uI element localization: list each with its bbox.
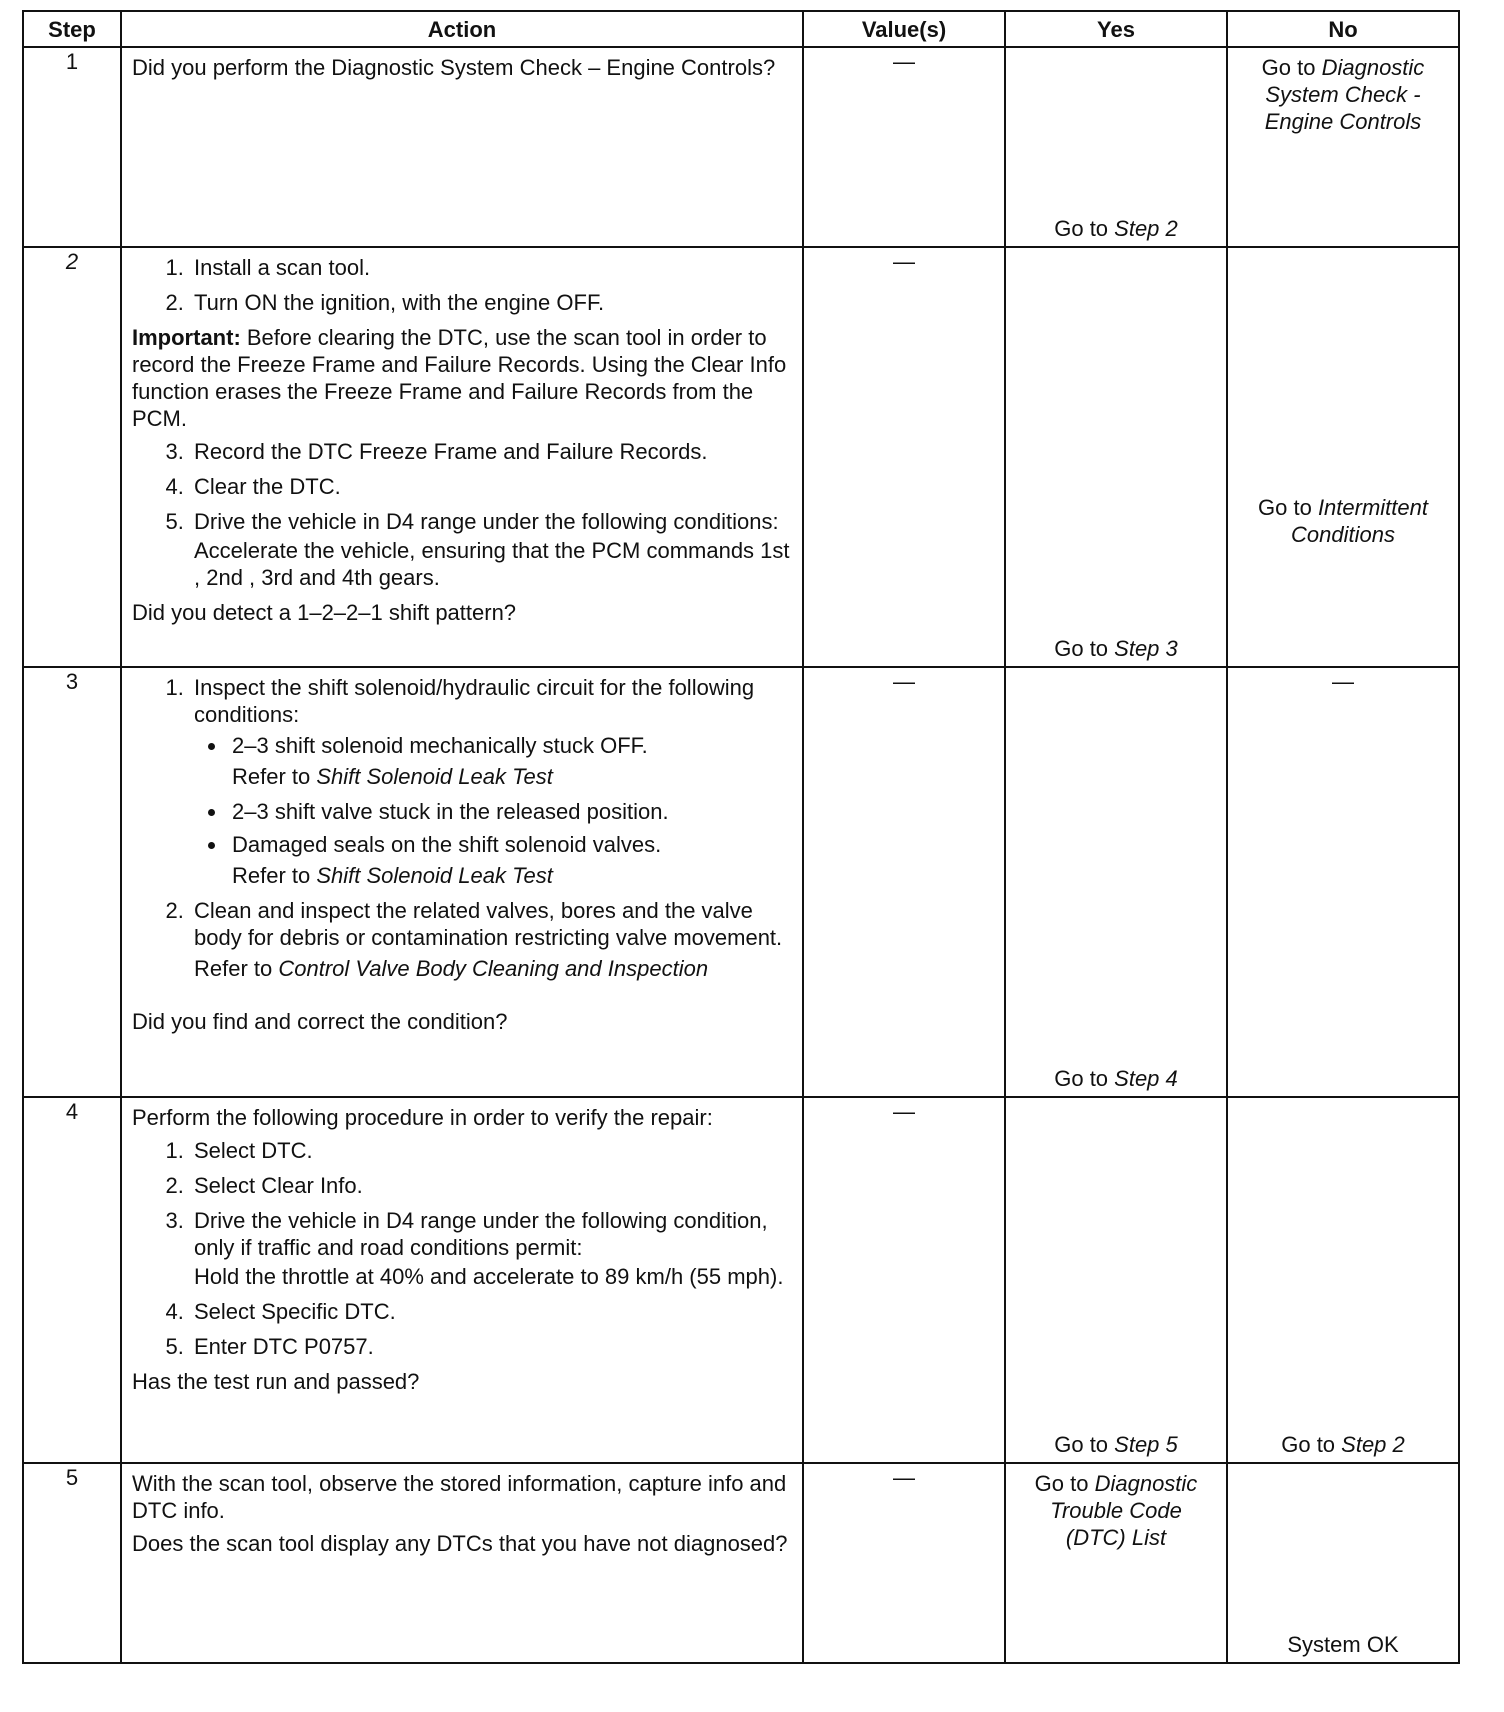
important-label: Important: <box>132 325 241 350</box>
no-link[interactable]: Step 2 <box>1341 1432 1405 1457</box>
yes-link[interactable]: Step 2 <box>1114 216 1178 241</box>
no-cell <box>1227 47 1459 247</box>
bullet-text: 2–3 shift solenoid mechanically stuck OFF. <box>232 733 648 758</box>
action-cell <box>121 667 803 1097</box>
refer-link[interactable]: Shift Solenoid Leak Test <box>316 863 553 888</box>
action-item: 2. Select Clear Info. <box>190 1172 792 1199</box>
action-cell <box>121 1097 803 1463</box>
value-cell: — <box>803 47 1005 247</box>
yes-cell <box>1005 1097 1227 1463</box>
action-item-text: Clean and inspect the related valves, bores and the valve body for debris or contamination restricting valve movement. <box>194 898 783 950</box>
action-item-text: Inspect the shift solenoid/hydraulic circuit for the following conditions: <box>194 675 755 727</box>
header-yes: Yes <box>1005 11 1227 47</box>
action-text: Perform the following procedure in order to verify the repair: <box>132 1105 713 1130</box>
action-question: Did you find and correct the condition? <box>132 1009 508 1034</box>
action-item: 1. Install a scan tool. <box>190 254 792 281</box>
refer-prefix: Refer to <box>232 764 317 789</box>
diagnostic-table <box>22 10 1460 1664</box>
yes-link[interactable]: Step 3 <box>1114 636 1178 661</box>
value-cell: — <box>803 1097 1005 1463</box>
yes-cell <box>1005 247 1227 667</box>
header-values: Value(s) <box>803 11 1005 47</box>
action-item: 5. Enter DTC P0757. <box>190 1333 792 1360</box>
action-item <box>190 1207 792 1290</box>
no-cell <box>1227 1463 1459 1663</box>
important-note <box>132 324 792 432</box>
action-cell <box>121 247 803 667</box>
no-cell <box>1227 1097 1459 1463</box>
refer-link[interactable]: Shift Solenoid Leak Test <box>316 764 553 789</box>
step-number: 5 <box>23 1463 121 1663</box>
action-subtext: Hold the throttle at 40% and accelerate to 89 km/h (55 mph). <box>194 1264 784 1289</box>
bullet-text: Damaged seals on the shift solenoid valves. <box>232 832 662 857</box>
no-link[interactable]: Diagnostic System Check - Engine Controls <box>1264 55 1425 134</box>
action-subtext: Accelerate the vehicle, ensuring that the PCM commands 1st , 2nd , 3rd and 4th gears. <box>194 538 790 590</box>
no-cell: — <box>1227 667 1459 1097</box>
yes-cell <box>1005 47 1227 247</box>
action-text: With the scan tool, observe the stored information, capture info and DTC info. <box>132 1471 787 1523</box>
table-row <box>23 1463 1459 1663</box>
value-cell: — <box>803 247 1005 667</box>
action-item: 4. Clear the DTC. <box>190 473 792 500</box>
yes-cell <box>1005 667 1227 1097</box>
value-cell: — <box>803 1463 1005 1663</box>
no-prefix: Go to <box>1261 55 1322 80</box>
no-text: System OK <box>1287 1632 1399 1657</box>
yes-cell <box>1005 1463 1227 1663</box>
step-number: 3 <box>23 667 121 1097</box>
refer-line <box>232 763 792 790</box>
action-cell <box>121 1463 803 1663</box>
action-question: Does the scan tool display any DTCs that you have not diagnosed? <box>132 1531 788 1556</box>
yes-prefix: Go to <box>1054 1432 1115 1457</box>
refer-prefix: Refer to <box>232 863 317 888</box>
action-item <box>190 897 792 982</box>
action-text: Did you perform the Diagnostic System Check – Engine Controls? <box>132 55 776 80</box>
action-item: 4. Select Specific DTC. <box>190 1298 792 1325</box>
yes-link[interactable]: Step 4 <box>1114 1066 1178 1091</box>
yes-prefix: Go to <box>1054 1066 1115 1091</box>
step-number-text: 2 <box>65 249 79 274</box>
action-item-text: Drive the vehicle in D4 range under the following condition, only if traffic and road conditions permit: <box>194 1208 768 1260</box>
action-question: Has the test run and passed? <box>132 1369 420 1394</box>
yes-prefix: Go to <box>1054 216 1115 241</box>
yes-link[interactable]: Step 5 <box>1114 1432 1178 1457</box>
yes-link[interactable]: Diagnostic Trouble Code (DTC) List <box>1050 1471 1198 1550</box>
yes-prefix: Go to <box>1034 1471 1095 1496</box>
no-link[interactable]: Intermittent Conditions <box>1291 495 1428 547</box>
header-step: Step <box>23 11 121 47</box>
header-row <box>23 11 1459 47</box>
header-no: No <box>1227 11 1459 47</box>
action-item: 1. Select DTC. <box>190 1137 792 1164</box>
no-prefix: Go to <box>1281 1432 1342 1457</box>
header-action: Action <box>121 11 803 47</box>
action-item <box>190 508 792 591</box>
no-prefix: Go to <box>1258 495 1318 520</box>
action-item <box>190 674 792 889</box>
action-cell <box>121 47 803 247</box>
refer-line <box>232 862 792 889</box>
important-text: Before clearing the DTC, use the scan tool in order to record the Freeze Frame and Failure Records. Using the Clear Info function erases the Freeze Frame and Failure Records from the PCM. <box>132 325 787 431</box>
refer-prefix: Refer to <box>194 956 279 981</box>
bullet-item <box>228 831 792 889</box>
yes-prefix: Go to <box>1054 636 1115 661</box>
bullet-item: • 2–3 shift valve stuck in the released position. <box>228 798 792 825</box>
step-number: 1 <box>23 47 121 247</box>
action-item: 2. Turn ON the ignition, with the engine OFF. <box>190 289 792 316</box>
step-number <box>23 247 121 667</box>
bullet-item <box>228 732 792 790</box>
step-number: 4 <box>23 1097 121 1463</box>
action-question: Did you detect a 1–2–2–1 shift pattern? <box>132 600 517 625</box>
refer-line <box>194 955 792 982</box>
action-item: 3. Record the DTC Freeze Frame and Failure Records. <box>190 438 792 465</box>
no-cell <box>1227 247 1459 667</box>
table-row <box>23 1097 1459 1463</box>
action-item-text: Drive the vehicle in D4 range under the following conditions: <box>194 509 779 534</box>
table-row <box>23 667 1459 1097</box>
value-cell: — <box>803 667 1005 1097</box>
table-row <box>23 247 1459 667</box>
table-row <box>23 47 1459 247</box>
refer-link[interactable]: Control Valve Body Cleaning and Inspection <box>278 956 709 981</box>
